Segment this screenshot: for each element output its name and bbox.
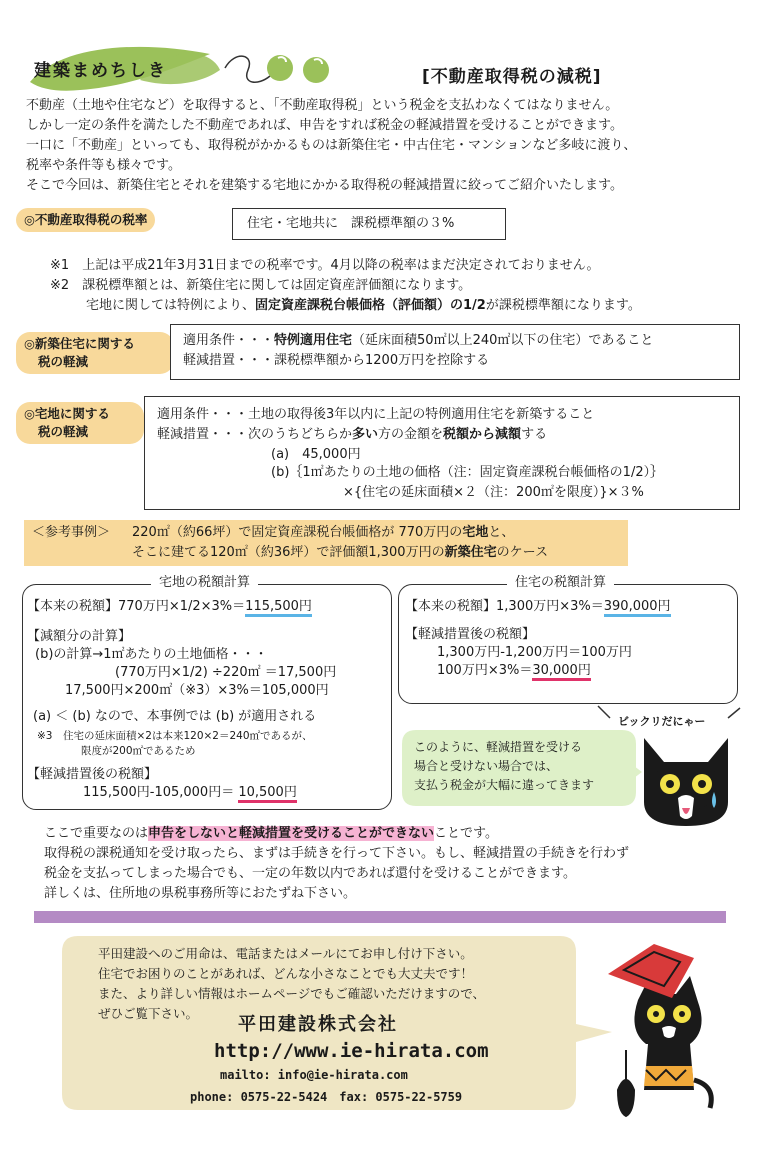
note-3-line2: 限度が200㎡であるため: [81, 745, 196, 757]
series-title: 建築まめちしき: [34, 61, 167, 81]
example-label: ＜参考事例＞: [32, 525, 111, 540]
note-2-continued: 宅地に関しては特例により、固定資産課税台帳価格（評価額）の1/2が課税標準額になります。: [86, 298, 641, 313]
surprised-cat-illustration: [636, 732, 736, 828]
land-compare: (a) ＜ (b) なので、本事例では (b) が適用される: [33, 709, 317, 724]
house-condition: 適用条件・・・特例適用住宅（延床面積50㎡以上240㎡以下の住宅）であること: [183, 333, 654, 348]
land-relief-label: ◎宅地に関する 税の軽減: [16, 402, 144, 444]
land-condition: 適用条件・・・土地の取得後3年以内に上記の特例適用住宅を新築すること: [157, 407, 595, 422]
intro-line: 不動産（土地や住宅など）を取得すると、「不動産取得税」という税金を支払わなくてはなりません。: [26, 98, 619, 113]
closing-line-1: ここで重要なのは申告をしないと軽減措置を受けることができないことです。: [44, 826, 498, 841]
divider-bar: [34, 911, 726, 923]
house-measure: 軽減措置・・・課税標準額から1200万円を控除する: [183, 353, 490, 368]
land-reduce-label: 【減額分の計算】: [27, 629, 132, 644]
house-original-tax: 【本来の税額】1,300万円×3%＝390,000円: [405, 597, 671, 617]
option-b-line2: ×{住宅の延床面積×２（注：200㎡を限度）}×３%: [343, 485, 644, 500]
mascot-cat-illustration: [598, 940, 728, 1120]
tax-rate-label: ◎不動産取得税の税率: [16, 208, 155, 232]
closing-paragraph: [44, 824, 629, 904]
option-b-line1: (b)｛1㎡あたりの土地の価格（注：固定資産課税台帳価格の1/2）｝: [271, 465, 664, 480]
company-email[interactable]: mailto: info@ie-hirata.com: [220, 1068, 408, 1082]
tax-rate-box: [232, 208, 506, 240]
land-calc-box: [22, 575, 392, 810]
land-original-tax: 【本来の税額】770万円×1/2×3%＝115,500円: [27, 597, 312, 617]
company-url[interactable]: http://www.ie-hirata.com: [214, 1040, 489, 1062]
house-after-tax: 100万円×3%＝30,000円: [437, 661, 591, 681]
land-calc-title: 宅地の税額計算: [151, 573, 258, 593]
cat-exclaim: ビックリだにゃー: [618, 715, 706, 728]
intro-line: しかし一定の条件を満たした不動産であれば、申告をすれば税金の軽減措置を受けることができます。: [26, 118, 623, 133]
intro-line: そこで今回は、新築住宅とそれを建築する宅地にかかる取得税の軽減措置に絞ってご紹介いたします。: [26, 178, 623, 193]
land-relief-box: [144, 396, 740, 510]
example-banner: [24, 520, 628, 566]
land-after-label: 【軽減措置後の税額】: [27, 767, 158, 782]
land-measure: 軽減措置・・・次のうちどちらか多い方の金額を税額から減額する: [157, 427, 548, 442]
closing-line-2: 取得税の課税通知を受け取ったら、まずは手続きを行って下さい。もし、軽減措置の手続きを行わず: [44, 846, 630, 861]
example-line-2: そこに建てる120㎡（約36坪）で評価額1,300万円の新築住宅のケース: [132, 545, 548, 560]
speech-bubble-text: このように、軽減措置を受ける 場合と受けない場合では、 支払う税金が大幅に違ってきます: [414, 740, 595, 792]
house-after-line1: 1,300万円-1,200万円＝100万円: [437, 645, 632, 660]
note-1: ※1 上記は平成21年3月31日までの税率です。4月以降の税率はまだ決定されておりません。: [50, 258, 600, 273]
company-name: 平田建設株式会社: [238, 1014, 398, 1035]
tax-rate-text: 住宅・宅地共に 課税標準額の３%: [247, 216, 455, 231]
land-after-tax: 115,500円-105,000円＝ 10,500円: [83, 783, 297, 803]
land-b-calc-3: 17,500円×200㎡（※3）×3%＝105,000円: [65, 683, 329, 698]
tax-rate-notes: [50, 256, 641, 316]
house-calc-box: [398, 575, 738, 704]
land-b-calc-1: (b)の計算→1㎡あたりの土地価格・・・: [35, 647, 268, 662]
house-calc-title: 住宅の税額計算: [507, 573, 614, 593]
topic-title: [不動産取得税の減税]: [422, 67, 602, 87]
closing-line-4: 詳しくは、住所地の県税事務所等におたずね下さい。: [44, 886, 357, 901]
note-2: ※2 課税標準額とは、新築住宅に関しては固定資産評価額になります。: [50, 278, 472, 293]
footer-message: 平田建設へのご用命は、電話またはメールにてお申し付け下さい。 住宅でお困りのことがあれば、どんな小さなことでも大丈夫です！ また、より詳しい情報はホームページでもご確認いただけますので、 ぜひご覧下さい。: [98, 946, 486, 1021]
house-relief-box: [170, 324, 740, 380]
house-after-label: 【軽減措置後の税額】: [405, 627, 536, 642]
land-b-calc-2: (770万円×1/2) ÷220㎡ ＝17,500円: [115, 665, 337, 680]
note-3-line1: ※3 住宅の延床面積×2は本来120×2＝240㎡であるが、: [37, 730, 313, 742]
house-relief-label: ◎新築住宅に関する 税の軽減: [16, 332, 174, 374]
company-phone-fax: phone: 0575-22-5424 fax: 0575-22-5759: [190, 1090, 463, 1104]
intro-line: 税率や条件等も様々です。: [26, 158, 181, 173]
example-line-1: 220㎡（約66坪）で固定資産課税台帳価格が 770万円の宅地と、: [132, 525, 515, 540]
intro-paragraph: [26, 96, 636, 196]
intro-line: 一口に「不動産」といっても、取得税がかかるものは新築住宅・中古住宅・マンションなど多岐に渡り、: [26, 138, 637, 153]
option-a: (a) 45,000円: [271, 447, 361, 462]
closing-line-3: 税金を支払ってしまった場合でも、一定の年数以内であれば還付を受けることができます。: [44, 866, 576, 881]
